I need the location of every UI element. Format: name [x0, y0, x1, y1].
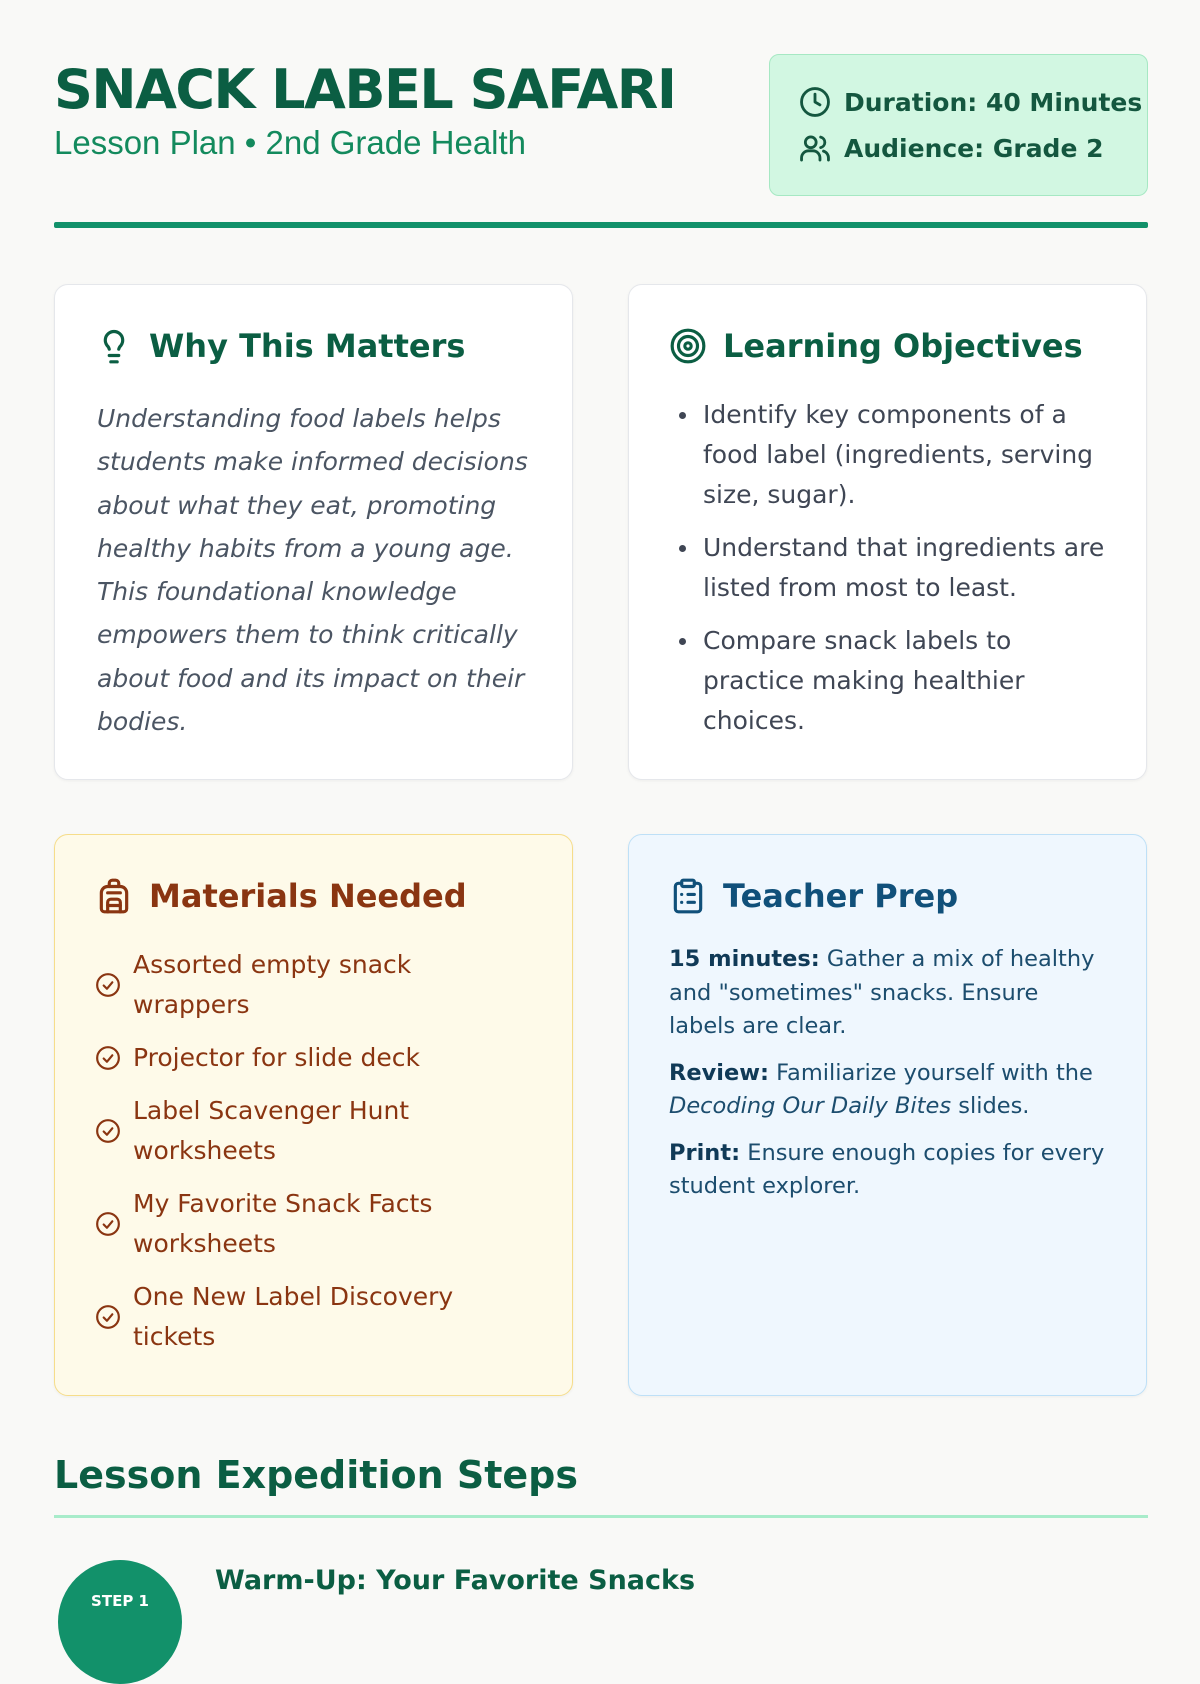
- steps-section-title: Lesson Expedition Steps: [54, 1453, 578, 1497]
- why-card-text: Understanding food labels helps students make informed decisions about what they eat, promoting healthy habits from a young age. This foundational knowledge empowers them to think critically about food and its impact on their bodies.: [97, 404, 528, 737]
- why-card-header: [95, 327, 465, 365]
- step-badge-label: STEP 1: [91, 1592, 149, 1610]
- prep-item-text: Gather a mix of healthy and "sometimes" snacks. Ensure labels are clear.: [669, 946, 1095, 1039]
- list-item: [95, 945, 535, 1025]
- clipboard-icon: [669, 877, 707, 915]
- prep-item: [669, 1137, 1109, 1204]
- why-card-title: Why This Matters: [149, 327, 466, 365]
- check-circle-icon: [95, 1304, 121, 1330]
- material-label: My Favorite Snack Facts worksheets: [133, 1189, 433, 1258]
- header: [54, 52, 1148, 202]
- check-circle-icon: [95, 1211, 121, 1237]
- backpack-icon: [95, 877, 133, 915]
- step-title: Warm-Up: Your Favorite Snacks: [215, 1565, 696, 1596]
- prep-item-label: Print:: [669, 1139, 741, 1166]
- lesson-meta-box: [769, 54, 1148, 196]
- users-icon: [798, 131, 832, 165]
- list-item: [95, 1184, 535, 1264]
- list-item: [95, 1091, 535, 1171]
- list-item: [95, 1038, 535, 1078]
- prep-card-title: Teacher Prep: [723, 877, 959, 915]
- material-label: Label Scavenger Hunt worksheets: [133, 1096, 410, 1165]
- teacher-prep-card: [628, 834, 1147, 1396]
- target-icon: [669, 327, 707, 365]
- duration-row: [798, 85, 1142, 119]
- material-label: Projector for slide deck: [133, 1043, 420, 1072]
- prep-item: [669, 943, 1109, 1044]
- header-divider: [54, 222, 1148, 228]
- materials-list: [95, 945, 535, 1370]
- objectives-list: [671, 395, 1111, 754]
- lesson-plan-page: [54, 0, 1148, 1610]
- audience-label: Audience: Grade 2: [844, 133, 1104, 163]
- why-this-matters-card: [54, 284, 573, 780]
- materials-card-header: [95, 877, 467, 915]
- prep-item-label: 15 minutes:: [669, 946, 820, 972]
- clock-icon: [798, 85, 832, 119]
- material-label: Assorted empty snack wrappers: [133, 950, 412, 1019]
- prep-item-label: Review:: [669, 1059, 770, 1086]
- learning-objectives-card: [628, 284, 1147, 780]
- objectives-card-header: [669, 327, 1083, 365]
- prep-item-text: slides.: [958, 1093, 1030, 1119]
- prep-card-header: [669, 877, 958, 915]
- page-subtitle: Lesson Plan • 2nd Grade Health: [54, 124, 527, 161]
- audience-row: [798, 131, 1104, 165]
- check-circle-icon: [95, 1045, 121, 1071]
- objectives-card-title: Learning Objectives: [723, 327, 1083, 365]
- objective-item: Understand that ingredients are listed from most to least.: [671, 528, 1111, 608]
- prep-item-text: Familiarize yourself with the: [776, 1059, 1093, 1086]
- steps-divider: [54, 1515, 1148, 1518]
- slide-deck-title: Decoding Our Daily Bites: [669, 1093, 952, 1119]
- lightbulb-icon: [95, 327, 133, 365]
- prep-item-text: Ensure enough copies for every student explorer.: [669, 1139, 1105, 1199]
- material-label: One New Label Discovery tickets: [133, 1282, 454, 1351]
- materials-needed-card: [54, 834, 573, 1396]
- check-circle-icon: [95, 1118, 121, 1144]
- list-item: [95, 1277, 535, 1357]
- prep-item: [669, 1057, 1109, 1124]
- step-badge: [58, 1560, 182, 1684]
- materials-card-title: Materials Needed: [149, 877, 467, 915]
- duration-label: Duration: 40 Minutes: [844, 87, 1143, 117]
- page-title: SNACK LABEL SAFARI: [54, 58, 676, 121]
- objective-item: Identify key components of a food label (ingredients, serving size, sugar).: [671, 395, 1111, 515]
- objective-item: Compare snack labels to practice making healthier choices.: [671, 621, 1111, 741]
- prep-list: [669, 943, 1109, 1217]
- check-circle-icon: [95, 972, 121, 998]
